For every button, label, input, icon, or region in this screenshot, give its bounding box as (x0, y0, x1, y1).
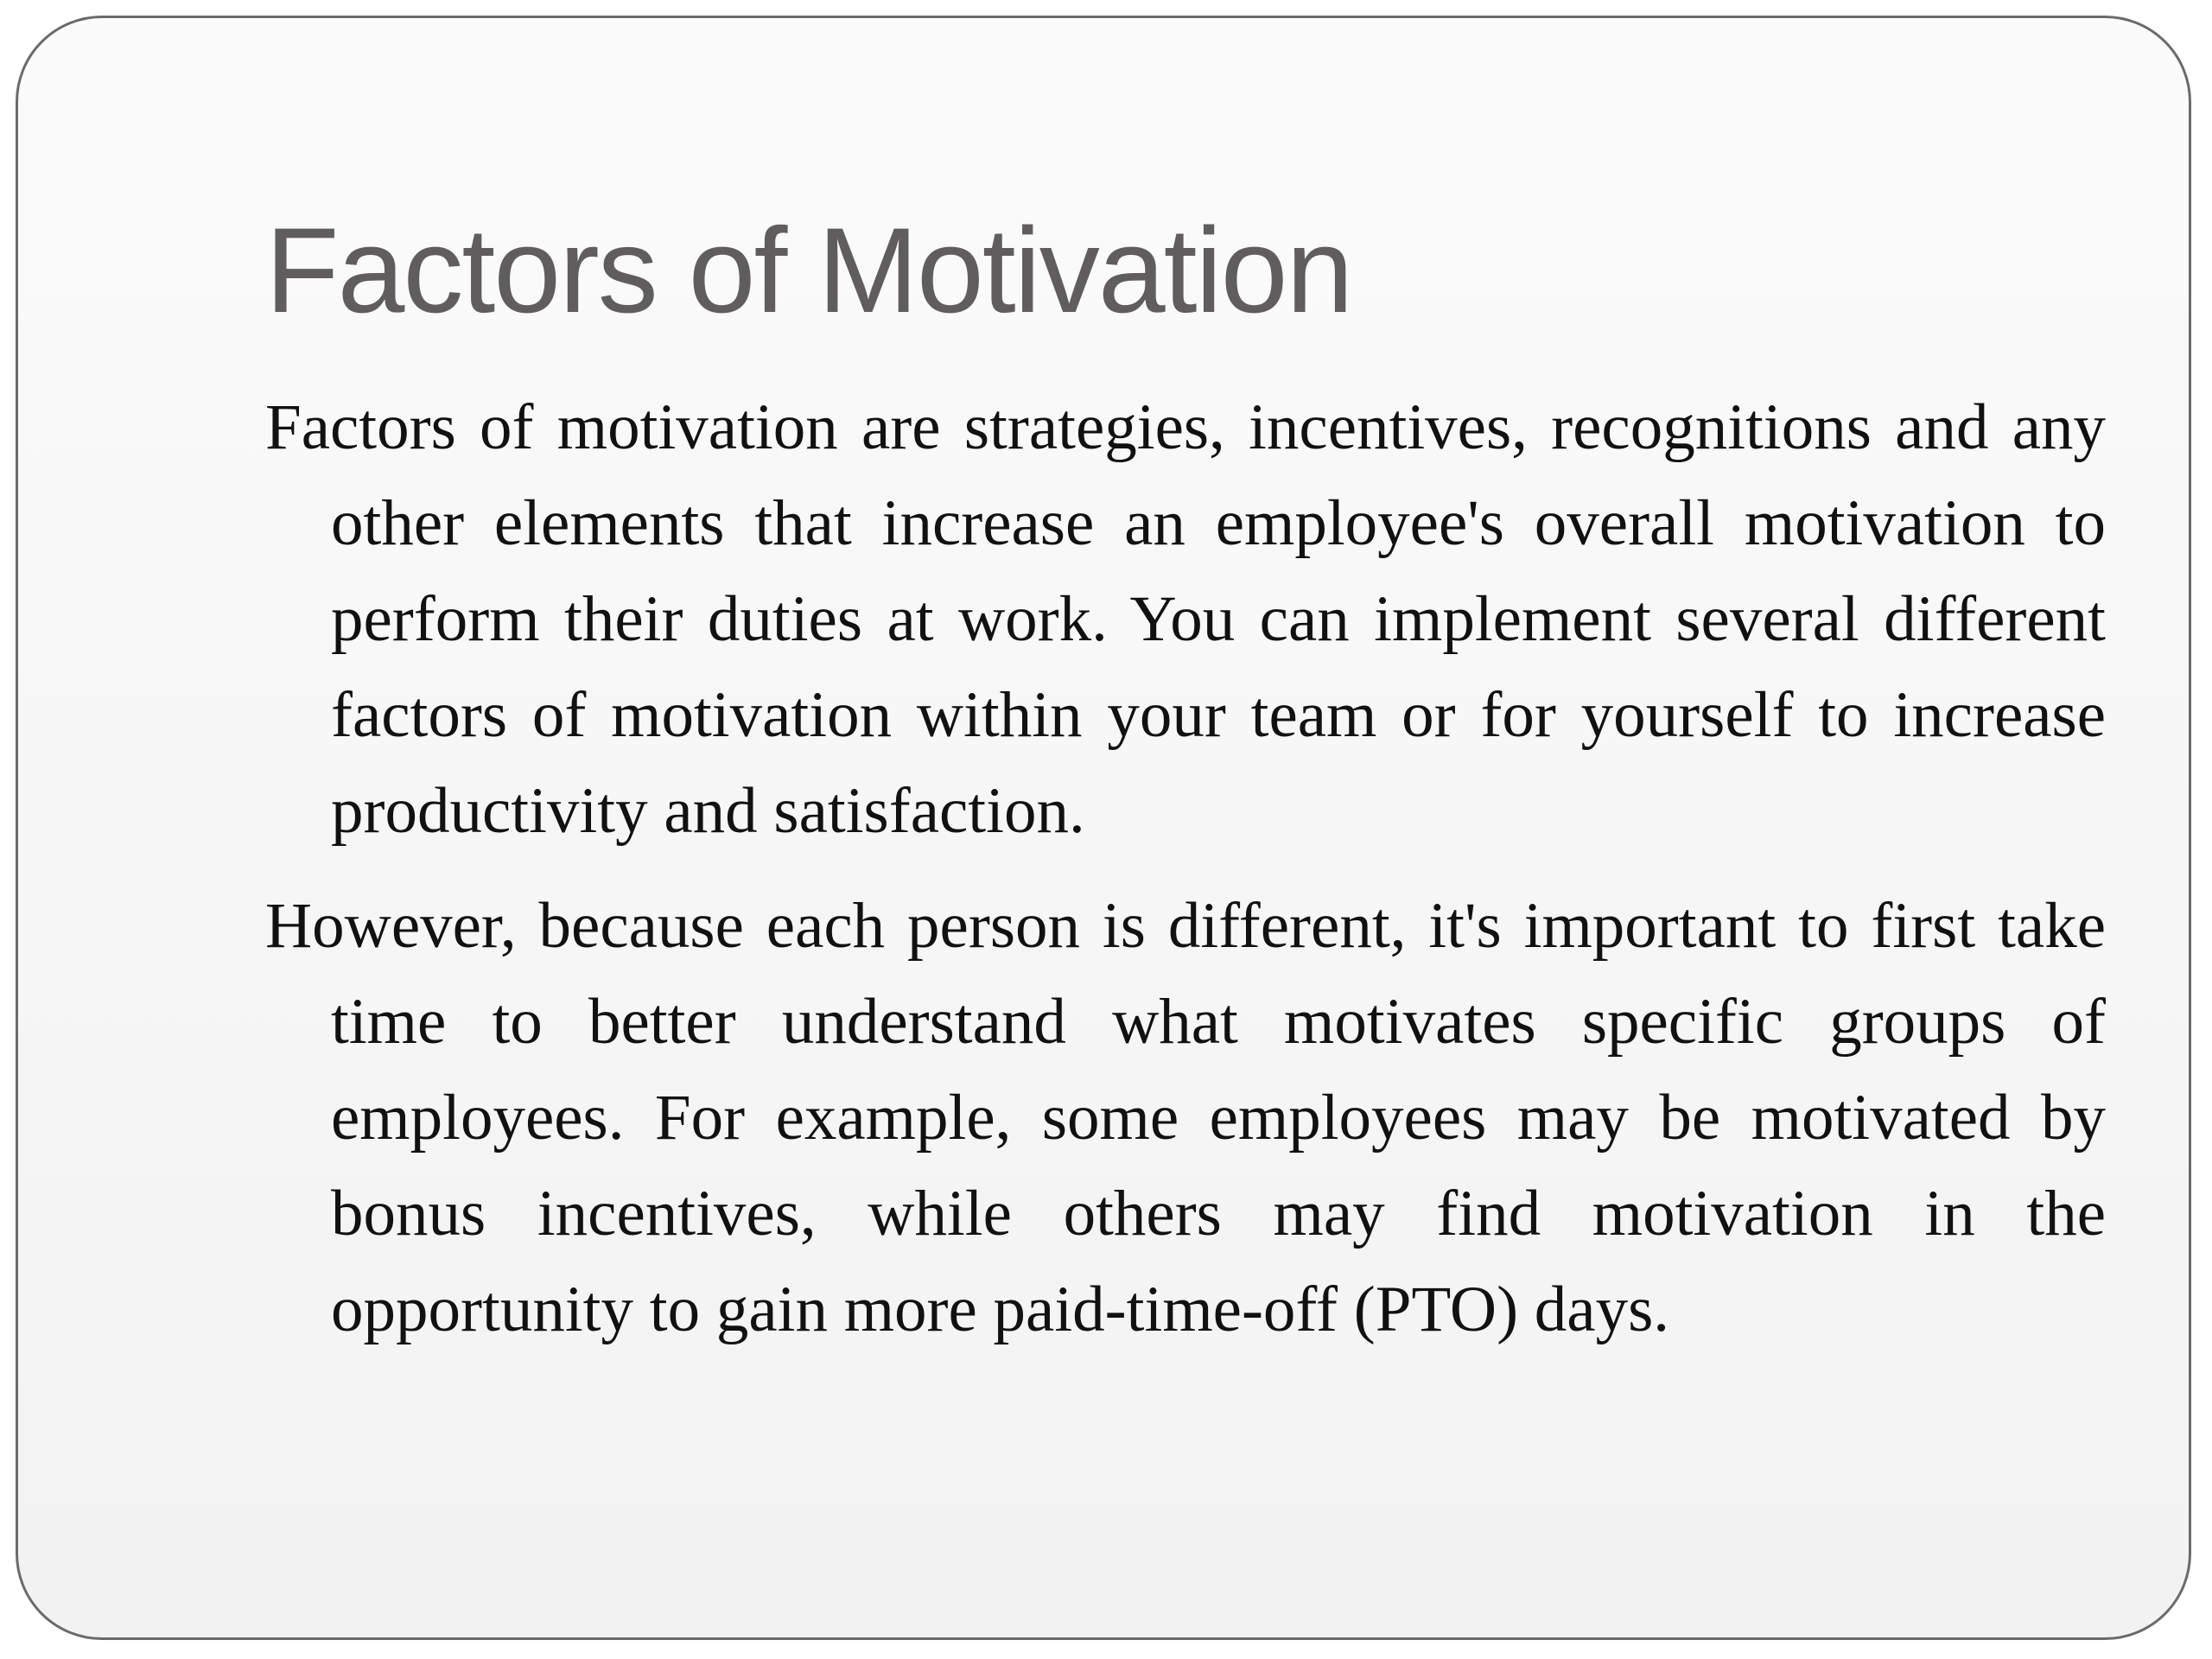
body-paragraph-2: However, because each person is different, it's important to first take time to better understand what motivates specific groups of employees. For example, some employees may be motivated by bonus incentives, while others may find motivation in the opportunity to gain more paid-time-off (PTO) days. (265, 890, 2106, 1345)
slide-body (265, 379, 2106, 1376)
body-paragraph-1: Factors of motivation are strategies, incentives, recognitions and any other elements that increase an employee's overall motivation to perform their duties at work. You can implement several different factors of motivation within your team or for yourself to increase productivity and satisfaction. (265, 391, 2106, 847)
slide (16, 16, 2191, 1640)
slide-title: Factors of Motivation (265, 202, 1352, 338)
